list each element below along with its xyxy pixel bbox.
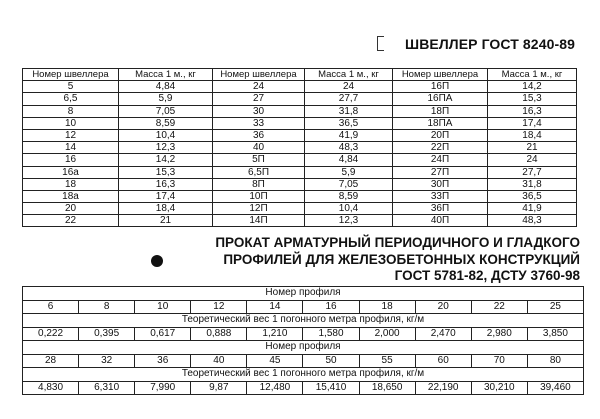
weight-cell: 2,470 <box>415 327 471 341</box>
table-row <box>23 381 584 395</box>
table-cell: 8П <box>213 178 305 190</box>
weight-label: Теоретический вес 1 погонного метра профиля, кг/м <box>23 368 584 382</box>
table-cell: 40 <box>213 142 305 154</box>
table-row <box>23 203 577 215</box>
profile-cell: 40 <box>191 354 247 368</box>
weight-cell: 0,395 <box>79 327 135 341</box>
table-cell: 48,3 <box>488 215 577 227</box>
table-row <box>23 154 577 166</box>
weight-cell: 2,000 <box>359 327 415 341</box>
table-cell: 12П <box>213 203 305 215</box>
table-cell: 48,3 <box>305 142 393 154</box>
weight-cell: 3,850 <box>527 327 583 341</box>
weight-cell: 12,480 <box>247 381 303 395</box>
table-cell: 36,5 <box>488 190 577 202</box>
profile-cell: 45 <box>247 354 303 368</box>
profile-cell: 36 <box>135 354 191 368</box>
profile-cell: 25 <box>527 300 583 314</box>
table-cell: 36 <box>213 129 305 141</box>
bullet-icon <box>151 255 163 267</box>
rebar-table <box>22 286 584 395</box>
weight-cell: 39,460 <box>527 381 583 395</box>
profile-cell: 8 <box>79 300 135 314</box>
table-cell: 14П <box>213 215 305 227</box>
profile-cell: 60 <box>415 354 471 368</box>
column-header: Масса 1 м., кг <box>119 69 213 81</box>
table-cell: 12,3 <box>119 142 213 154</box>
weight-cell: 9,87 <box>191 381 247 395</box>
weight-cell: 0,888 <box>191 327 247 341</box>
table-cell: 33 <box>213 117 305 129</box>
table-cell: 22 <box>23 215 119 227</box>
profile-cell: 6 <box>23 300 79 314</box>
table-cell: 21 <box>488 142 577 154</box>
table-row <box>23 314 584 328</box>
table-cell: 6,5П <box>213 166 305 178</box>
weight-cell: 0,617 <box>135 327 191 341</box>
table-cell: 16ПА <box>393 93 488 105</box>
profile-cell: 18 <box>359 300 415 314</box>
table-cell: 12 <box>23 129 119 141</box>
table-row <box>23 354 584 368</box>
table-cell: 27 <box>213 93 305 105</box>
table-row <box>23 287 584 301</box>
profile-cell: 55 <box>359 354 415 368</box>
table-cell: 20 <box>23 203 119 215</box>
table-cell: 24 <box>488 154 577 166</box>
profile-cell: 16 <box>303 300 359 314</box>
profile-cell: 14 <box>247 300 303 314</box>
weight-cell: 1,580 <box>303 327 359 341</box>
table-cell: 8,59 <box>119 117 213 129</box>
table-cell: 30П <box>393 178 488 190</box>
table-row <box>23 341 584 355</box>
table-cell: 10 <box>23 117 119 129</box>
table-cell: 27П <box>393 166 488 178</box>
table-row <box>23 190 577 202</box>
weight-cell: 18,650 <box>359 381 415 395</box>
table-row <box>23 93 577 105</box>
table-cell: 27,7 <box>488 166 577 178</box>
rebar-title-line: ГОСТ 5781-82, ДСТУ 3760-98 <box>394 268 580 283</box>
profile-label: Номер профиля <box>23 341 584 355</box>
weight-cell: 6,310 <box>79 381 135 395</box>
profile-cell: 22 <box>471 300 527 314</box>
table-cell: 16,3 <box>488 105 577 117</box>
table-row <box>23 178 577 190</box>
table-row <box>23 142 577 154</box>
rebar-title-line: ПРОКАТ АРМАТУРНЫЙ ПЕРИОДИЧНОГО И ГЛАДКОГО <box>215 235 580 250</box>
table-cell: 14 <box>23 142 119 154</box>
table-cell: 18,4 <box>119 203 213 215</box>
table-cell: 8 <box>23 105 119 117</box>
table-cell: 41,9 <box>488 203 577 215</box>
table-cell: 14,2 <box>119 154 213 166</box>
table-cell: 24 <box>305 81 393 93</box>
table-cell: 16П <box>393 81 488 93</box>
column-header: Номер швеллера <box>393 69 488 81</box>
table-cell: 4,84 <box>119 81 213 93</box>
weight-cell: 0,222 <box>23 327 79 341</box>
table-cell: 5,9 <box>305 166 393 178</box>
table-cell: 18ПА <box>393 117 488 129</box>
table-cell: 7,05 <box>305 178 393 190</box>
table-cell: 5П <box>213 154 305 166</box>
table-cell: 18а <box>23 190 119 202</box>
table-row <box>23 166 577 178</box>
table-cell: 14,2 <box>488 81 577 93</box>
profile-cell: 28 <box>23 354 79 368</box>
table-cell: 12,3 <box>305 215 393 227</box>
table-cell: 31,8 <box>305 105 393 117</box>
profile-cell: 50 <box>303 354 359 368</box>
table-row <box>23 215 577 227</box>
column-header: Масса 1 м., кг <box>305 69 393 81</box>
table-cell: 15,3 <box>488 93 577 105</box>
table-cell: 30 <box>213 105 305 117</box>
table-cell: 41,9 <box>305 129 393 141</box>
table-cell: 24 <box>213 81 305 93</box>
table-cell: 18 <box>23 178 119 190</box>
profile-cell: 80 <box>527 354 583 368</box>
column-header: Номер швеллера <box>23 69 119 81</box>
table-row <box>23 129 577 141</box>
table-cell: 15,3 <box>119 166 213 178</box>
table-cell: 18П <box>393 105 488 117</box>
rebar-title-line: ПРОФИЛЕЙ ДЛЯ ЖЕЛЕЗОБЕТОННЫХ КОНСТРУКЦИЙ <box>223 251 580 267</box>
table-cell: 24П <box>393 154 488 166</box>
table-cell: 16а <box>23 166 119 178</box>
table-cell: 16 <box>23 154 119 166</box>
weight-cell: 22,190 <box>415 381 471 395</box>
weight-cell: 1,210 <box>247 327 303 341</box>
table-cell: 27,7 <box>305 93 393 105</box>
table-cell: 21 <box>119 215 213 227</box>
table-cell: 36,5 <box>305 117 393 129</box>
table-row <box>23 327 584 341</box>
table-cell: 33П <box>393 190 488 202</box>
column-header: Масса 1 м., кг <box>488 69 577 81</box>
table-cell: 22П <box>393 142 488 154</box>
profile-label: Номер профиля <box>23 287 584 301</box>
table-cell: 40П <box>393 215 488 227</box>
weight-cell: 7,990 <box>135 381 191 395</box>
table-cell: 5 <box>23 81 119 93</box>
weight-cell: 30,210 <box>471 381 527 395</box>
table-row <box>23 105 577 117</box>
channel-table <box>22 68 577 227</box>
table-row <box>23 368 584 382</box>
table-row <box>23 81 577 93</box>
weight-label: Теоретический вес 1 погонного метра профиля, кг/м <box>23 314 584 328</box>
table-header-row <box>23 69 577 81</box>
table-cell: 10,4 <box>119 129 213 141</box>
table-row <box>23 117 577 129</box>
column-header: Номер швеллера <box>213 69 305 81</box>
rebar-title <box>215 235 580 285</box>
table-cell: 10,4 <box>305 203 393 215</box>
table-cell: 8,59 <box>305 190 393 202</box>
profile-cell: 10 <box>135 300 191 314</box>
weight-cell: 15,410 <box>303 381 359 395</box>
table-cell: 20П <box>393 129 488 141</box>
table-cell: 16,3 <box>119 178 213 190</box>
table-cell: 36П <box>393 203 488 215</box>
profile-cell: 70 <box>471 354 527 368</box>
table-cell: 17,4 <box>119 190 213 202</box>
table-cell: 18,4 <box>488 129 577 141</box>
profile-cell: 20 <box>415 300 471 314</box>
table-cell: 10П <box>213 190 305 202</box>
channel-title: ШВЕЛЛЕР ГОСТ 8240-89 <box>405 36 575 52</box>
table-row <box>23 300 584 314</box>
table-cell: 6,5 <box>23 93 119 105</box>
table-cell: 17,4 <box>488 117 577 129</box>
table-cell: 4,84 <box>305 154 393 166</box>
table-cell: 5,9 <box>119 93 213 105</box>
table-cell: 7,05 <box>119 105 213 117</box>
weight-cell: 2,980 <box>471 327 527 341</box>
profile-cell: 12 <box>191 300 247 314</box>
weight-cell: 4,830 <box>23 381 79 395</box>
bracket-icon <box>377 36 384 51</box>
table-cell: 31,8 <box>488 178 577 190</box>
profile-cell: 32 <box>79 354 135 368</box>
